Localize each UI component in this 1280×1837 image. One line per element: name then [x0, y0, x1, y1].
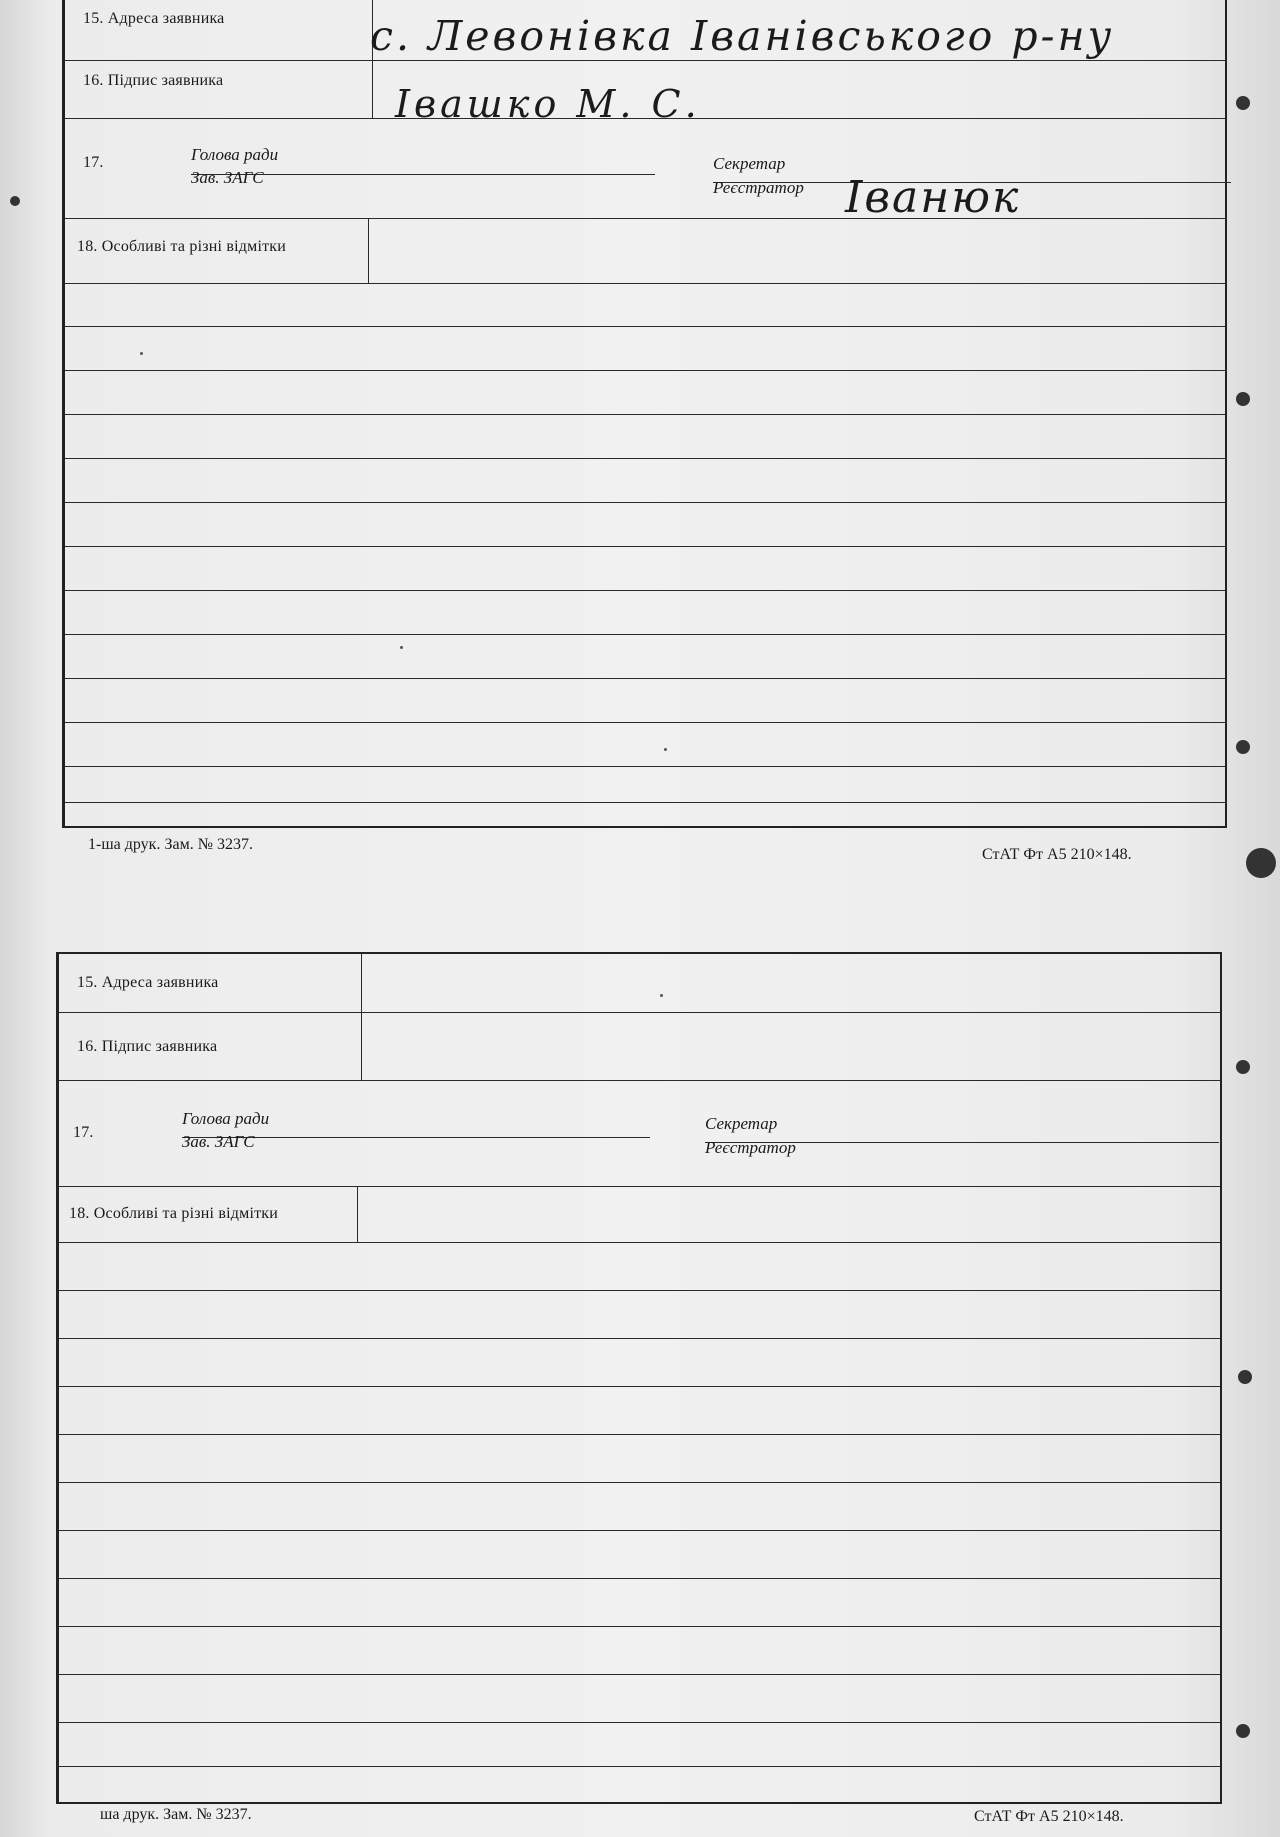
rule-line [65, 766, 1225, 767]
rule-line [59, 1338, 1220, 1339]
rule-line [59, 1386, 1220, 1387]
field-18-label: 18. Особливі та різні відмітки [77, 238, 287, 255]
ink-speck [400, 646, 403, 649]
secretary-label: Секретар [713, 154, 786, 173]
rule-line [65, 678, 1225, 679]
punch-hole [1236, 96, 1250, 110]
handwritten-address: с. Левонівка Іванівського р-ну [370, 12, 1115, 60]
footer-print-info: ша друк. Зам. № 3237. [100, 1806, 252, 1823]
field-15-label: 15. Адреса заявника [77, 974, 219, 991]
field-divider [368, 218, 369, 283]
registry-head-label: Зав. ЗАГС [182, 1132, 255, 1151]
rule-line [65, 590, 1225, 591]
registrar-label: Реєстратор [713, 178, 804, 197]
rule-line [65, 218, 1225, 219]
rule-line [59, 1434, 1220, 1435]
head-of-council-label: Голова ради [182, 1109, 270, 1128]
field-15-label: 15. Адреса заявника [83, 10, 225, 27]
rule-line [59, 1530, 1220, 1531]
rule-line [59, 1012, 1220, 1013]
rule-line [65, 60, 1225, 61]
rule-line [59, 1482, 1220, 1483]
punch-hole [1236, 392, 1250, 406]
handwritten-applicant-signature: Івашко М. С. [395, 82, 701, 126]
rule-line [65, 458, 1225, 459]
punch-hole [1238, 1370, 1252, 1384]
secretary-label: Секретар [705, 1114, 778, 1133]
rule-line [59, 1766, 1220, 1767]
rule-line [59, 1242, 1220, 1243]
rule-line [65, 802, 1225, 803]
field-18-label: 18. Особливі та різні відмітки [69, 1205, 279, 1222]
field-17-label: 17. [73, 1124, 94, 1141]
registry-head-label: Зав. ЗАГС [191, 168, 264, 187]
punch-hole [1246, 848, 1276, 878]
footer-print-info: 1-ша друк. Зам. № 3237. [88, 836, 253, 853]
field-16-label: 16. Підпис заявника [77, 1038, 218, 1055]
rule-line [59, 1722, 1220, 1723]
field-16-label: 16. Підпис заявника [83, 72, 224, 89]
ink-speck [664, 748, 667, 751]
handwritten-registrar-signature: Іванюк [845, 172, 1021, 223]
rule-line [65, 634, 1225, 635]
registration-form-bottom [56, 952, 1222, 1804]
rule-line [65, 414, 1225, 415]
ink-speck [140, 352, 143, 355]
punch-hole [10, 196, 20, 206]
field-divider [361, 954, 362, 1080]
rule-line [65, 722, 1225, 723]
rule-line [65, 370, 1225, 371]
punch-hole [1236, 740, 1250, 754]
rule-line [59, 1186, 1220, 1187]
ink-speck [660, 994, 663, 997]
rule-line [59, 1578, 1220, 1579]
registration-form-top [62, 0, 1227, 828]
rule-line [59, 1626, 1220, 1627]
rule-line [65, 326, 1225, 327]
punch-hole [1236, 1060, 1250, 1074]
registrar-label: Реєстратор [705, 1138, 796, 1157]
punch-hole [1236, 1724, 1250, 1738]
footer-format-code: СтАТ Фт А5 210×148. [974, 1808, 1124, 1825]
rule-line [59, 1080, 1220, 1081]
field-17-label: 17. [83, 154, 104, 171]
head-of-council-label: Голова ради [191, 145, 279, 164]
footer-format-code: СтАТ Фт А5 210×148. [982, 846, 1132, 863]
rule-line [59, 1674, 1220, 1675]
field-divider [357, 1186, 358, 1242]
rule-line [65, 283, 1225, 284]
rule-line [59, 1290, 1220, 1291]
rule-line [65, 546, 1225, 547]
rule-line [65, 502, 1225, 503]
